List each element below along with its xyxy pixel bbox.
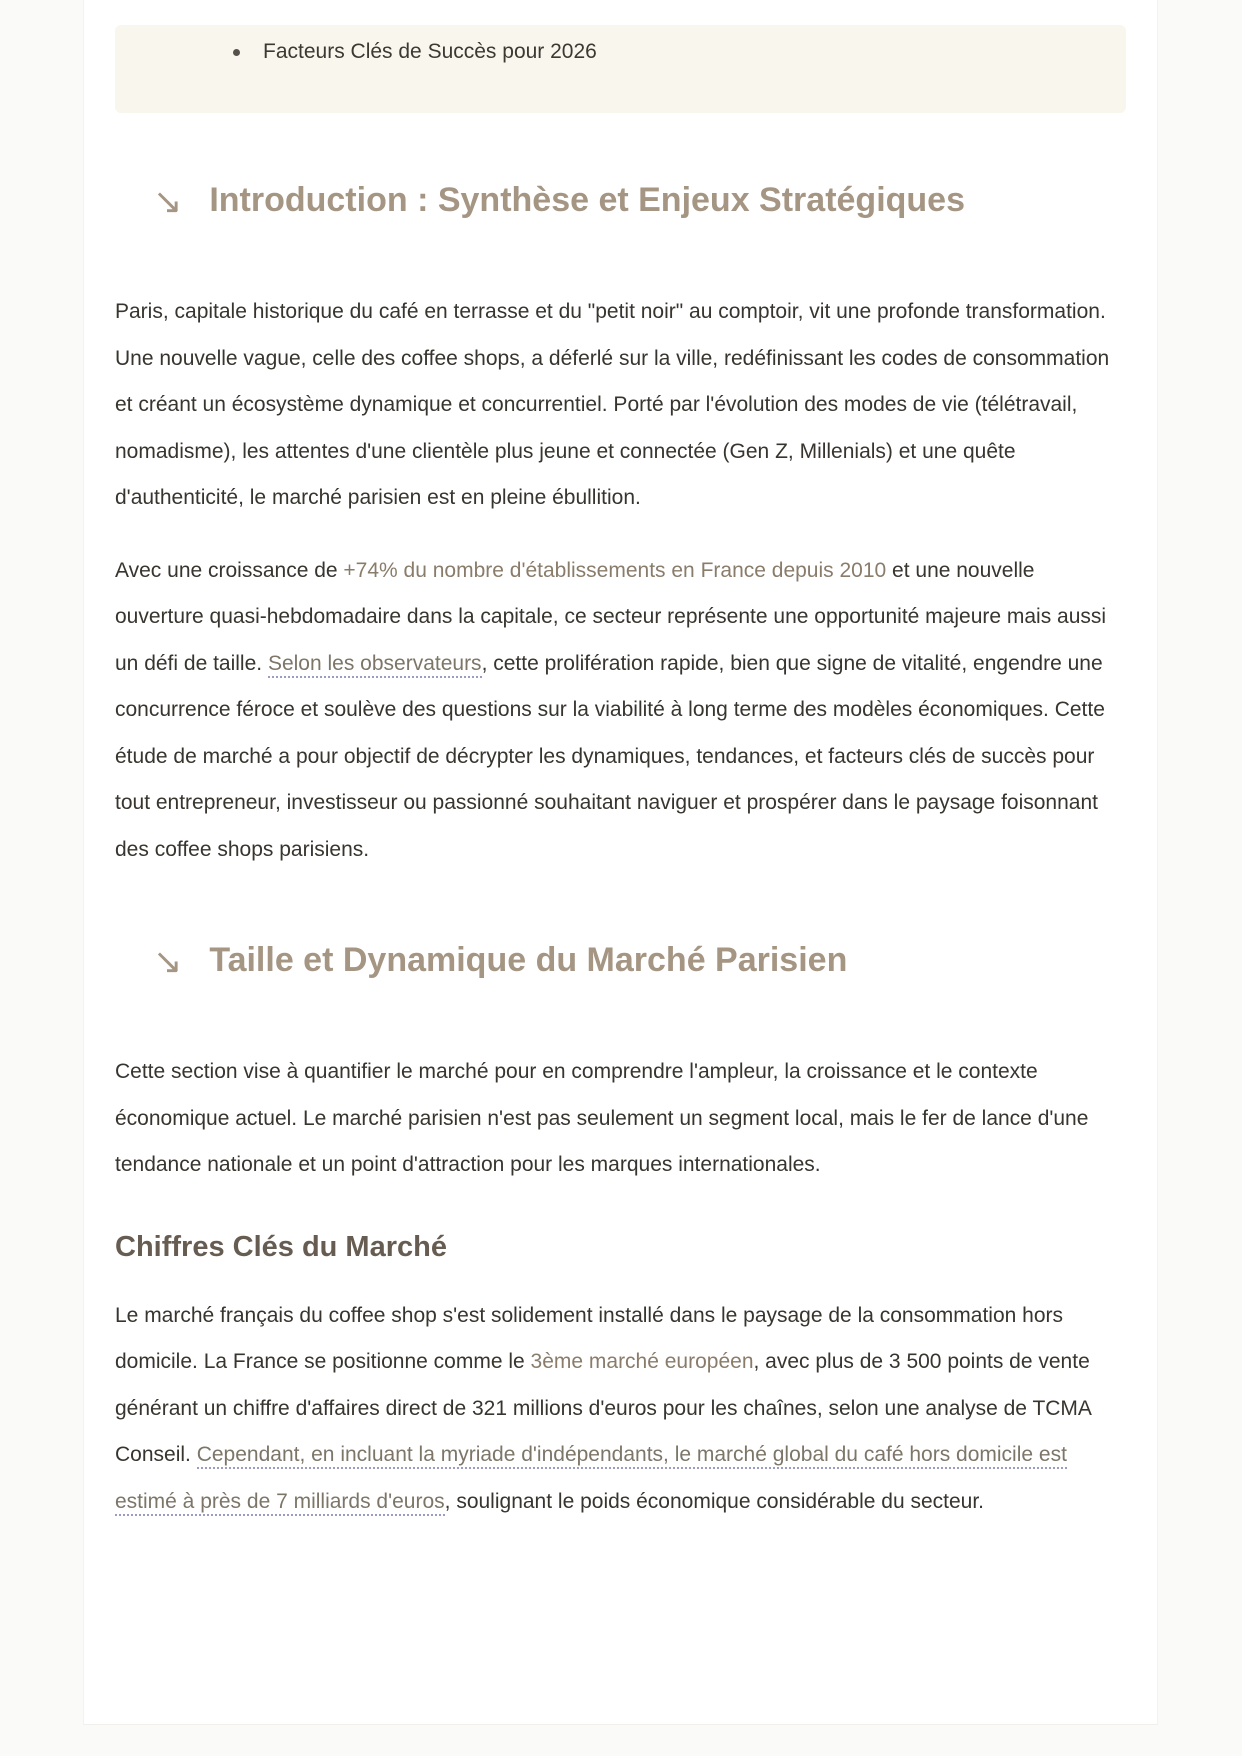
accent-text: +74% du nombre d'établissements en France depuis 2010 <box>343 558 887 582</box>
arrow-down-right-icon: ↘ <box>153 942 183 981</box>
text-run: Paris, capitale historique du café en terrasse et du "petit noir" au comptoir, vit une profonde transformation. Une nouvelle vague, celle des coffee shops, a déferlé sur la ville, redéfinissant les codes de consommation et créant un écosystème dynamique et concurrentiel. Porté par l'évolution des modes de vie (télétravail, nomadisme), les attentes d'une clientèle plus jeune et connectée (Gen Z, Millenials) et une quête d'authenticité, le marché parisien est en pleine ébullition. <box>115 300 1110 509</box>
bullet-list-item <box>221 34 1110 70</box>
bullet-item-text: Facteurs Clés de Succès pour 2026 <box>263 40 597 63</box>
paragraph <box>115 289 1126 522</box>
accent-text: 3ème marché européen <box>530 1350 754 1373</box>
bullet-icon <box>233 49 240 56</box>
section-heading-text: Introduction : Synthèse et Enjeux Stratégiques <box>209 181 965 219</box>
paragraph <box>115 548 1126 874</box>
section-heading <box>115 937 1126 983</box>
section-heading-text: Taille et Dynamique du Marché Parisien <box>209 941 848 979</box>
text-run: , avec plus de 3 500 points de vente générant un chiffre d'affaires direct de 321 millions d'euros pour les chaînes, selon une analyse de TCMA Conseil. <box>115 1350 1091 1466</box>
text-run: et une nouvelle ouverture quasi-hebdomadaire dans la capitale, ce secteur représente une opportunité majeure mais aussi un défi de taille. <box>115 558 1107 675</box>
text-run: , cette prolifération rapide, bien que signe de vitalité, engendre une concurrence féroce et soulève des questions sur la viabilité à long terme des modèles économiques. Cette étude de marché a pour objectif de décrypter les dynamiques, tendances, et facteurs clés de succès pour tout entrepreneur, investisseur ou passionné souhaitant naviguer et prospérer dans le paysage foisonnant des coffee shops parisiens. <box>115 651 1105 861</box>
bullet-list <box>131 34 1110 70</box>
inline-link[interactable]: Cependant, en incluant la myriade d'indépendants, le marché global du café hors domicile est estimé à près de 7 milliards d'euros <box>115 1443 1067 1516</box>
section-heading <box>115 177 1126 223</box>
subsection-heading: Chiffres Clés du Marché <box>115 1230 447 1263</box>
text-run: Avec une croissance de <box>115 558 344 582</box>
inline-link[interactable]: Selon les observateurs <box>268 652 482 678</box>
text-run: Le marché français du coffee shop s'est solidement installé dans le paysage de la consommation hors domicile. La France se positionne comme le <box>115 1303 1063 1373</box>
document-content <box>84 25 1157 1525</box>
text-run: Cette section vise à quantifier le marché pour en comprendre l'ampleur, la croissance et le contexte économique actuel. Le marché parisien n'est pas seulement un segment local, mais le fer de lance d'une tendance nationale et un point d'attraction pour les marques internationales. <box>115 1060 1089 1176</box>
arrow-down-right-icon: ↘ <box>153 182 183 221</box>
callout-block <box>115 25 1126 113</box>
paragraph <box>115 1049 1126 1189</box>
text-run: , soulignant le poids économique considérable du secteur. <box>444 1489 985 1513</box>
paragraph <box>115 1293 1126 1526</box>
document-card <box>83 0 1158 1725</box>
